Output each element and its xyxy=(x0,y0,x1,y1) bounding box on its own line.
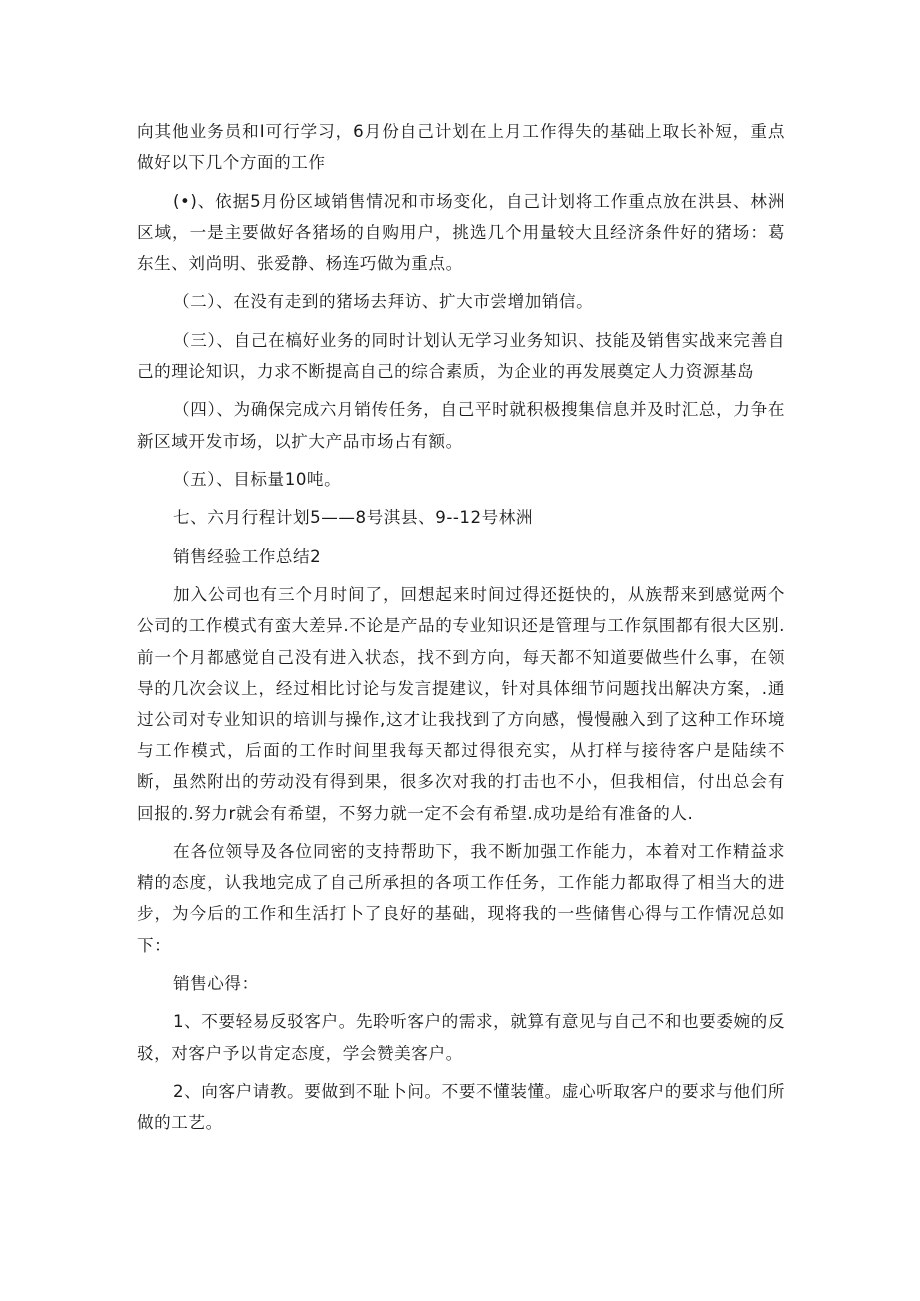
paragraph-insight-1: 1、不要轻易反驳客户。先聆听客户的需求，就算有意见与自己不和也要委婉的反驳，对客户予以肯定态度，学会赞美客户。 xyxy=(137,1012,785,1063)
paragraph-insight-2: 2、向客户请教。要做到不耻卜问。不要不懂装懂。虚心听取客户的要求与他们所做的工艺。 xyxy=(137,1081,785,1133)
paragraph-plan-item-2: （二）、在没有走到的猪场去拜访、扩大市尝增加销信。 xyxy=(173,292,594,312)
paragraph-support-and-progress: 在各位领导及各位同密的支持帮助下，我不断加强工作能力，本着对工作精益求精的态度，认我地完成了自己所承担的各项工作任务，工作能力都取得了相当大的进步，为今后的工作和生活打卜了良好的基础，现将我的一些储售心得与工作情况总如下： xyxy=(137,841,785,955)
paragraph-june-schedule: 七、六月行程计划5——8号淇县、9--12号林洲 xyxy=(173,508,534,528)
paragraph-plan-item-5: （五）、目标量10吨。 xyxy=(173,469,342,489)
paragraph-intro-continuation: 向其他业务员和I可行学习，6月份自己计划在上月工作得失的基础上取长补短，重点做好以下几个方面的工作 xyxy=(137,122,785,173)
document-body xyxy=(137,116,785,1146)
paragraph-plan-item-4: （四）、为确保完成六月销传任务，自己平时就积极搜集信息并及时汇总，力争在新区域开发市场，以扩大产品市场占有额。 xyxy=(137,400,785,451)
section-heading-summary-2: 销售经验工作总结2 xyxy=(173,546,322,566)
paragraph-plan-item-1: (•)、依据5月份区域销售情况和市场变化，自己计划将工作重点放在洪县、林洲区域，一是主要做好各猪场的自购用户，挑选几个用量较大且经济条件好的猪场：葛东生、刘尚明、张爱静、杨连巧做为重点。 xyxy=(137,191,785,273)
paragraph-plan-item-3: （三）、自己在槁好业务的同时计划认无学习业务知识、技能及销售实战来完善自己的理论知识，力求不断提高自己的综合素质，为企业的再发展奠定人力资源基岛 xyxy=(137,330,785,381)
paragraph-joining-company: 加入公司也有三个月时间了，回想起来时间过得还挺快的，从族帮来到感觉两个公司的工作模式有蛮大差异.不论是产品的专业知识还是管理与工作氛围都有很大区别.前一个月都感觉自己没有进入状态，找不到方向，每天都不知道要做些什么事，在领导的几次会议上，经过相比讨论与发言提建议，针对具体细节问题找出解决方案，.通过公司对专业知识的培训与操作,这才让我找到了方向感，慢慢融入到了这种工作环境与工作模式，后面的工作时间里我每天都过得很充实，从打样与接待客户是陆续不断，虽然附出的劳动没有得到果，很多次对我的打击也不小，但我相信，付出总会有回报的.努力r就会有希望，不努力就一定不会有希望.成功是给有准备的人. xyxy=(137,585,785,823)
section-heading-sales-insights: 销售心得： xyxy=(173,973,259,993)
